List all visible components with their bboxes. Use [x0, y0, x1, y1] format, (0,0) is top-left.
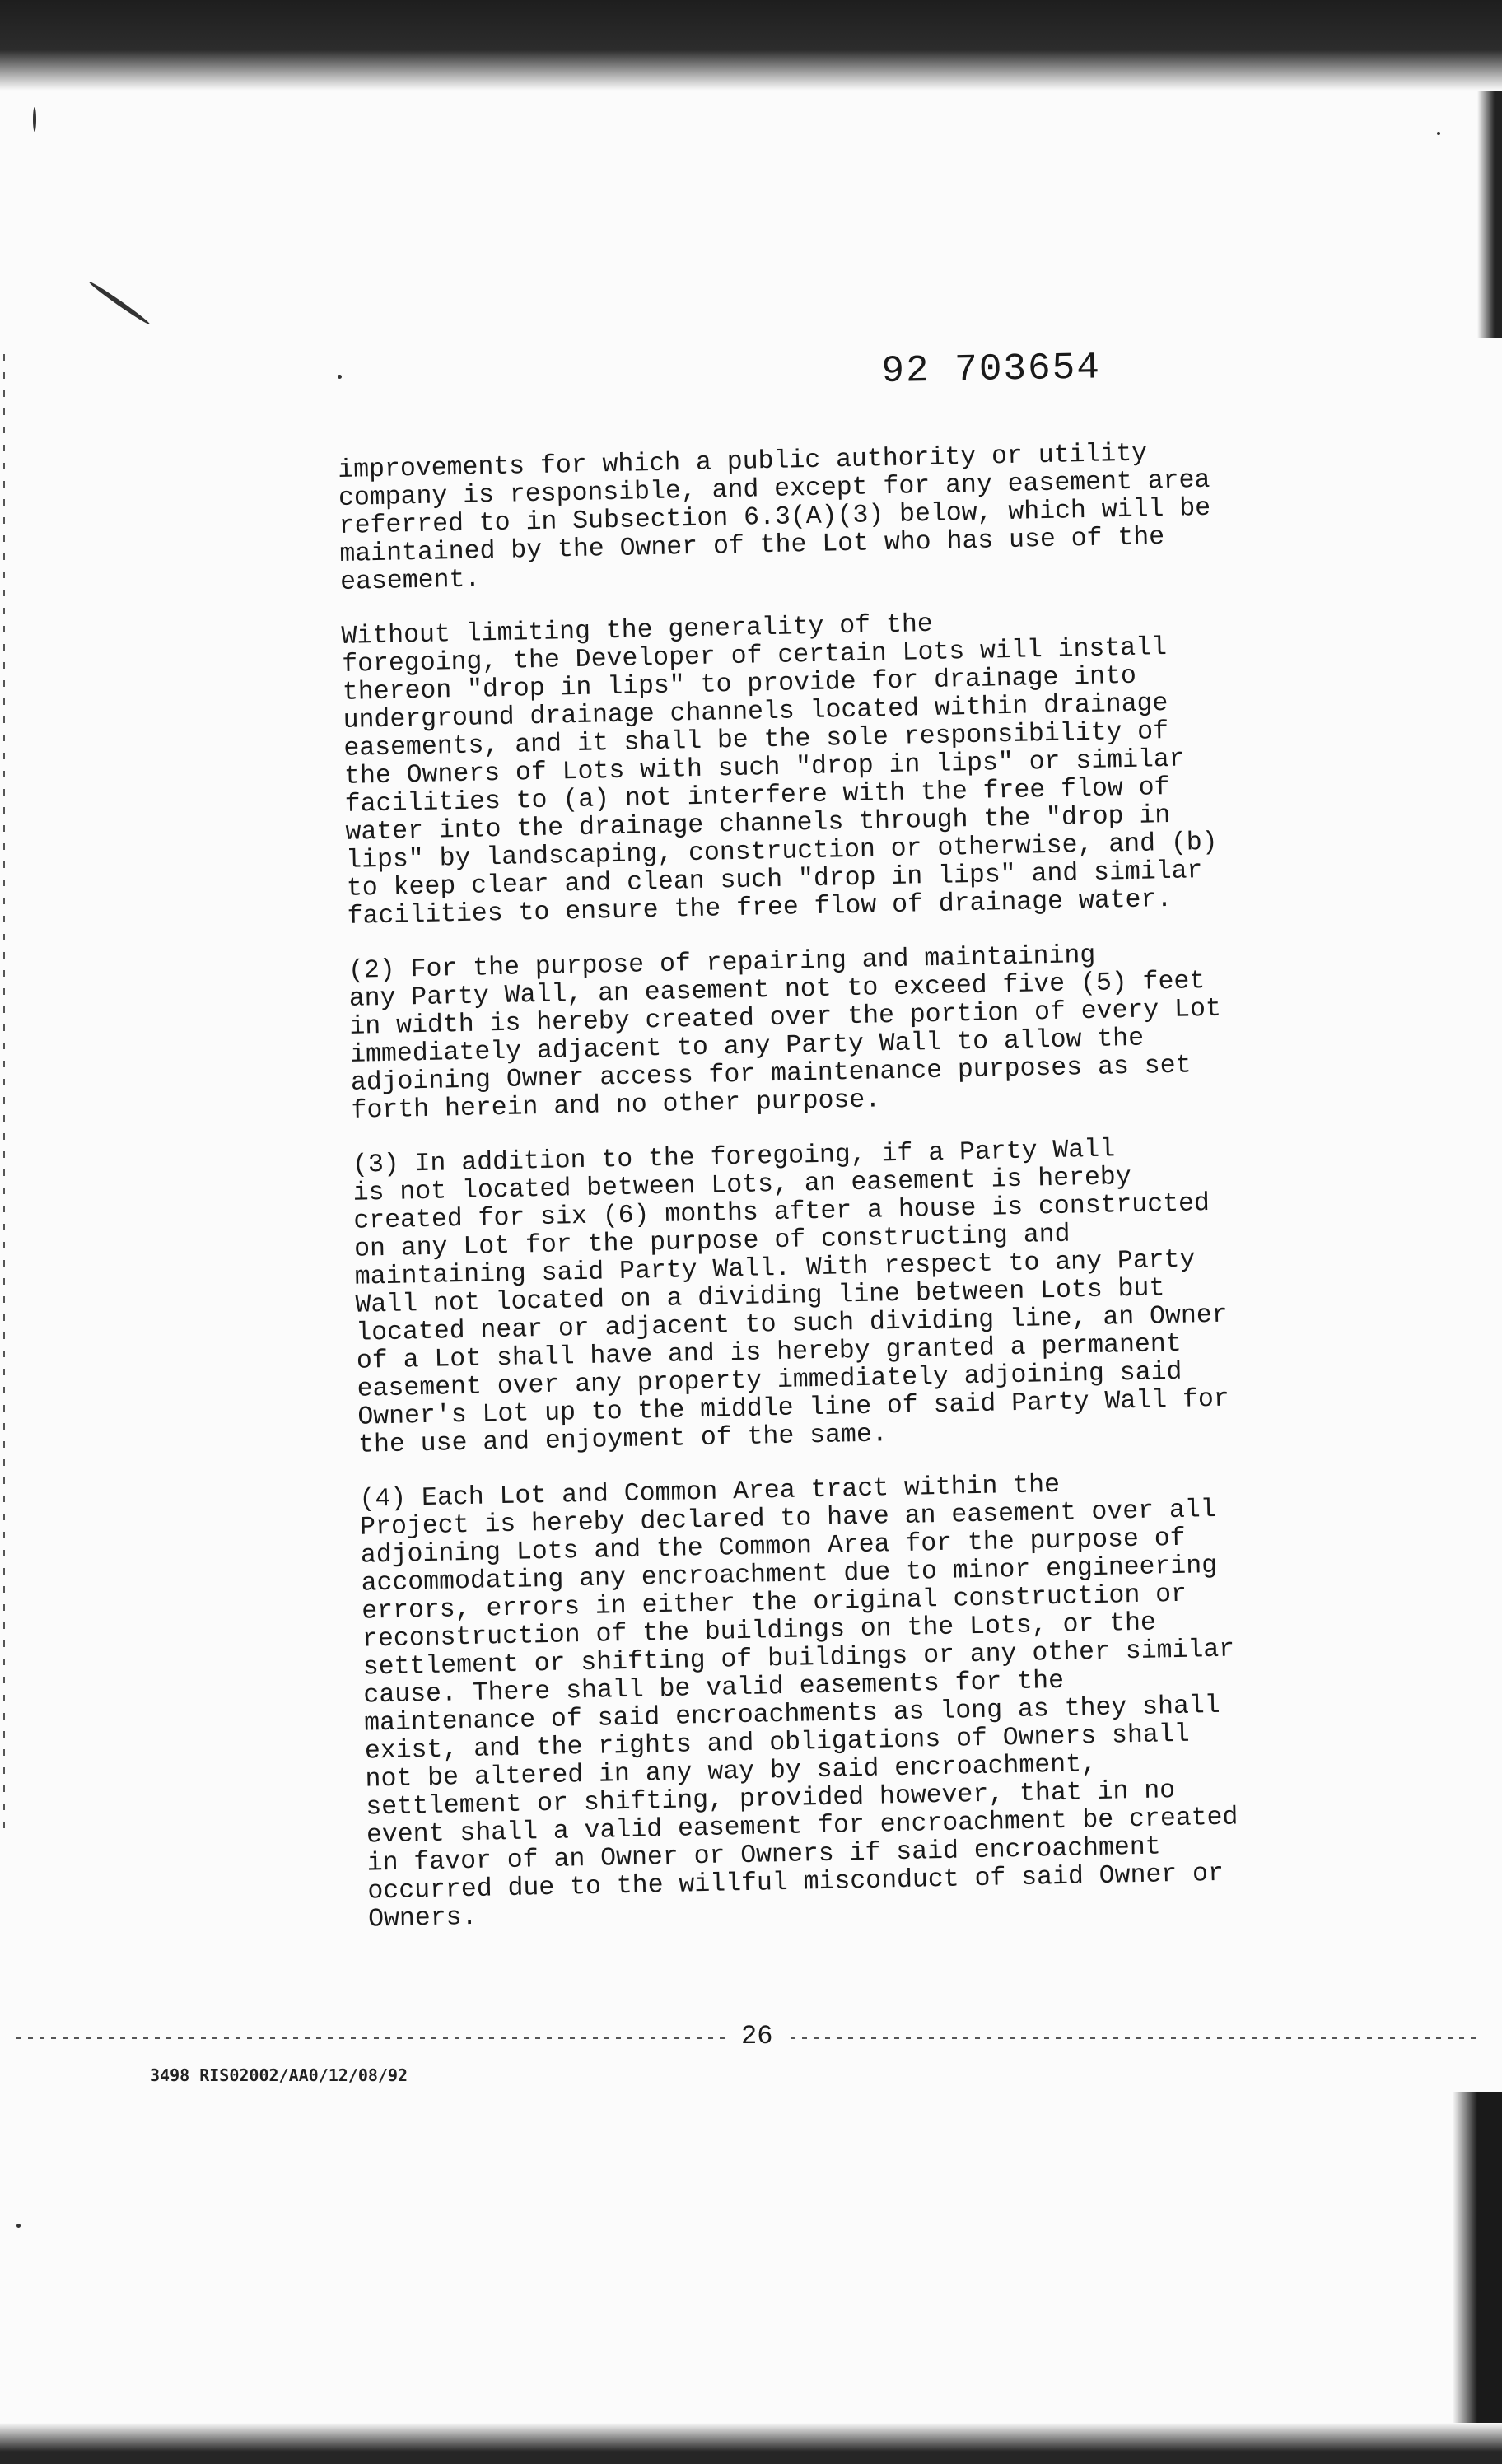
body-text [338, 436, 1365, 1961]
paragraph-continuation: improvements for which a public authority or utility company is responsible, and except for any easement area referred to in Subsection 6.3(A)(3) below, which will be maintained by the Owner of the Lot who has use of the easement. [337, 439, 1211, 597]
scan-border-bottom [0, 2423, 1502, 2464]
paragraph-drainage: Without limiting the generality of the foregoing, the Developer of certain Lots will install thereon "drop in lips" to provide for drainage into underground drainage channels located within drainage easements, and it shall be the sole responsibility of the Owners of Lots with such "drop in lips" or similar facilities to (a) not interfere with the free flow of water into the drainage channels through the "drop in lips" by landscaping, construction or otherwise, and (b) to keep clear and clean such "drop in lips" and similar facilities to ensure the free flow of drainage water. [341, 609, 1218, 931]
scan-mark [87, 280, 151, 327]
page-number: 26 [741, 2021, 773, 2051]
scan-mark [33, 107, 36, 132]
paragraph-2-party-wall: (2) For the purpose of repairing and maintaining any Party Wall, an easement not to exceed five (5) feet in width is hereby created over the portion of every Lot immediately adjacent to any Party Wall to allow the adjoining Owner access for maintenance purposes as set forth herein and no other purpose. [348, 940, 1222, 1126]
scan-border-top [0, 0, 1502, 91]
scan-border-right-bottom [1453, 2092, 1502, 2464]
scan-speck [1437, 132, 1440, 135]
paragraph-3-easement: (3) In addition to the foregoing, if a Party Wall is not located between Lots, an easement is hereby created for six (6) months after a house is constructed on any Lot for the purpose of constructing and maintaining said Party Wall. With respect to any Party Wall not located on a dividing line between Lots but located near or adjacent to such dividing line, an Owner of a Lot shall have and is hereby granted a permanent easement over any property immediately adjoining said Owner's Lot up to the middle line of said Party Wall for the use and enjoyment of the same. [352, 1135, 1230, 1460]
footer-code: 3498 RIS02002/AA0/12/08/92 [150, 2065, 408, 2085]
scan-speck [338, 375, 342, 379]
paragraph-4-encroachment: (4) Each Lot and Common Area tract within the Project is hereby declared to have an easement over all adjoining Lots and the Common Area for the purpose of accommodating any encroachment due to minor engineering errors, errors in either the original construction or reconstruction of the buildings on the Lots, or the settlement or shifting of buildings or any other similar cause. There shall be valid easements for the maintenance of said encroachments as long as they shall exist, and the rights and obligations of Owners shall not be altered in any way by said encroachment, settlement or shifting, provided however, that in no event shall a valid easement for encroachment be created in favor of an Owner or Owners if said encroachment occurred due to the willful misconduct of said Owner or Owners. [359, 1470, 1238, 1934]
scan-left-edge [3, 354, 5, 1836]
footer-dash-line-left [16, 2037, 725, 2039]
scan-border-right-top [1477, 91, 1502, 338]
scan-speck [16, 2224, 21, 2228]
document-number: 92 703654 [881, 346, 1102, 393]
footer-dash-line-right [791, 2037, 1482, 2039]
